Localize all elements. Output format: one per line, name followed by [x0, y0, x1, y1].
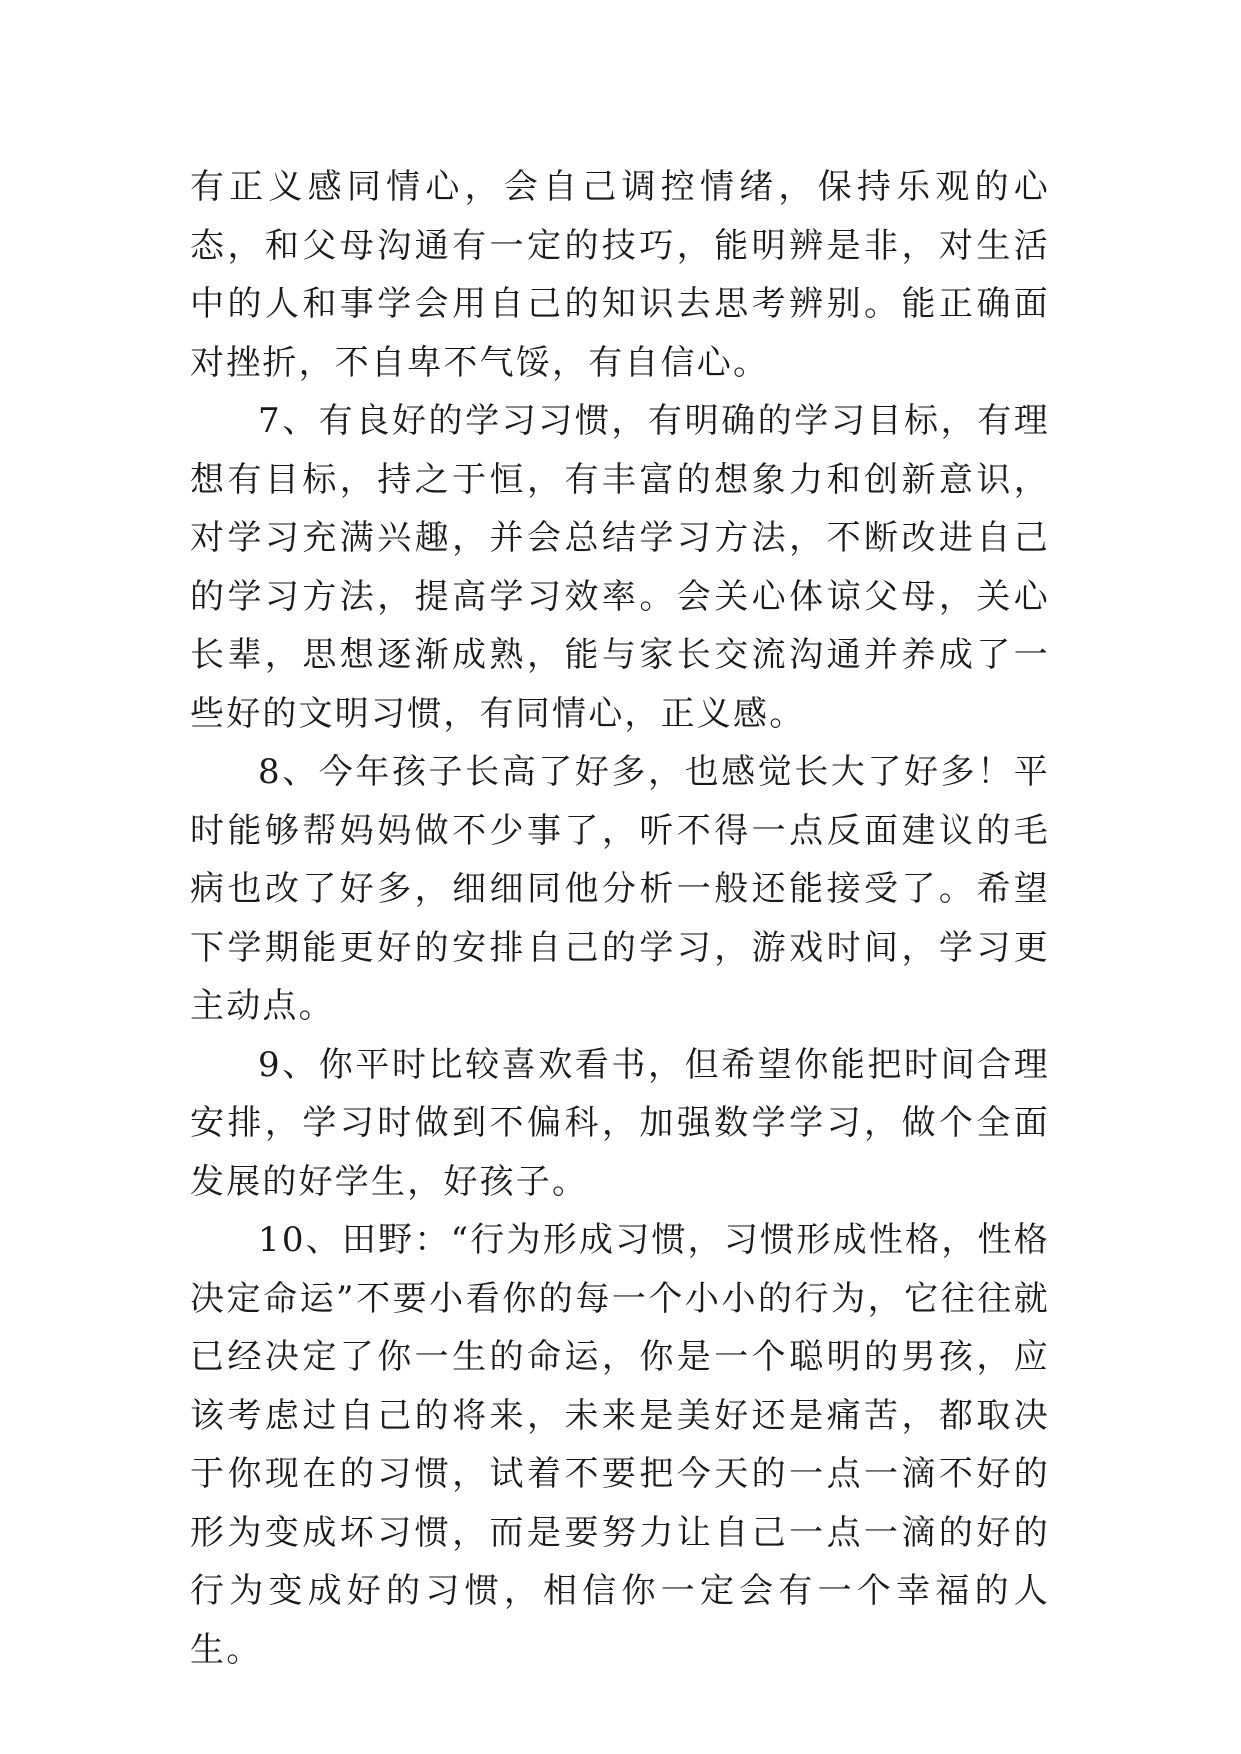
document-body: [190, 158, 1050, 1679]
paragraph-item-10: 10、田野：“行为形成习惯，习惯形成性格，性格决定命运”不要小看你的每一个小小的行为，它往往就已经决定了你一生的命运，你是一个聪明的男孩，应该考虑过自己的将来，未来是美好还是痛苦，都取决于你现在的习惯，试着不要把今天的一点一滴不好的形为变成坏习惯，而是要努力让自己一点一滴的好的行为变成好的习惯，相信你一定会有一个幸福的人生。: [190, 1220, 1050, 1670]
paragraph-item-8: 8、今年孩子长高了好多，也感觉长大了好多！平时能够帮妈妈做不少事了，听不得一点反面建议的毛病也改了好多，细细同他分析一般还能接受了。希望下学期能更好的安排自己的学习，游戏时间，学习更主动点。: [190, 752, 1050, 1026]
paragraph-item-9: 9、你平时比较喜欢看书，但希望你能把时间合理安排，学习时做到不偏科，加强数学学习，做个全面发展的好学生，好孩子。: [190, 1044, 1050, 1202]
paragraph-continuation: 有正义感同情心，会自己调控情绪，保持乐观的心态，和父母沟通有一定的技巧，能明辨是非，对生活中的人和事学会用自己的知识去思考辨别。能正确面对挫折，不自卑不气馁，有自信心。: [190, 167, 1050, 383]
paragraph-item-7: 7、有良好的学习习惯，有明确的学习目标，有理想有目标，持之于恒，有丰富的想象力和创新意识，对学习充满兴趣，并会总结学习方法，不断改进自己的学习方法，提高学习效率。会关心体谅父母，关心长辈，思想逐渐成熟，能与家长交流沟通并养成了一些好的文明习惯，有同情心，正义感。: [190, 401, 1050, 734]
